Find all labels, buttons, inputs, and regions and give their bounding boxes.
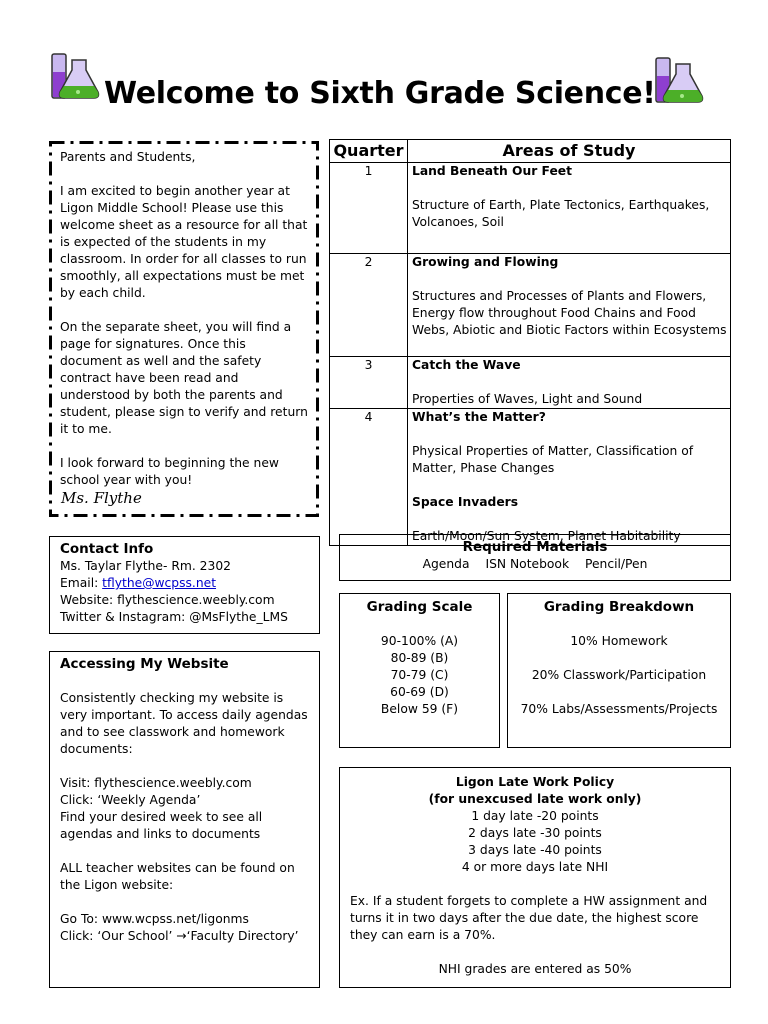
late-rule: 3 days late -40 points — [468, 843, 602, 857]
email-link[interactable]: tflythe@wcpss.net — [102, 576, 217, 590]
late-work-policy-box — [339, 767, 731, 988]
website-heading: Accessing My Website — [60, 656, 229, 672]
grade-item: 90-100% (A) — [380, 634, 459, 648]
breakdown-item: 70% Labs/Assessments/Projects — [520, 702, 718, 716]
contact-heading: Contact Info — [60, 541, 154, 557]
website-intro: Consistently checking my website is very important. To access daily agendas and to see classwork and homework documents: — [60, 691, 308, 756]
grading-scale-heading: Grading Scale — [366, 599, 473, 615]
topic-title: Land Beneath Our Feet — [412, 164, 573, 178]
grade-item: 60-69 (D) — [390, 685, 449, 699]
topic-description: Properties of Waves, Light and Sound — [412, 392, 643, 406]
header-areas-of-study: Areas of Study — [408, 140, 731, 163]
table-row — [330, 163, 731, 254]
required-materials-box — [339, 534, 731, 581]
grade-item: 70-79 (C) — [390, 668, 449, 682]
table-row — [330, 409, 731, 546]
letter-paragraph-2: On the separate sheet, you will find a page for signatures. Once this document as well and the safety contract have been read and understood by both the parents and student, please sign to verify and return it to me. — [60, 320, 308, 436]
letter-paragraph-3: I look forward to beginning the new school year with you! — [60, 456, 279, 487]
click2-line: Click: ‘Our School’ →‘Faculty Directory’ — [60, 929, 299, 943]
grading-scale-box — [339, 593, 500, 748]
quarter-cell: 1 — [330, 163, 408, 254]
late-rule: 4 or more days late NHI — [461, 860, 609, 874]
letter-paragraph-1: I am excited to begin another year at Ligon Middle School! Please use this welcome sheet as a resource for all that is expected of the students in my classroom. In order for all classes to run smoothly, all expectations must be met by each child. — [60, 184, 308, 300]
material-item: ISN Notebook — [485, 557, 570, 571]
signature: Ms. Flythe — [61, 489, 142, 507]
material-item: Agenda — [422, 557, 470, 571]
topic-description-2: Earth/Moon/Sun System, Planet Habitability — [412, 529, 681, 543]
topic-title: Catch the Wave — [412, 358, 521, 372]
late-policy-subheading: (for unexcused late work only) — [428, 792, 642, 806]
topic-title: Growing and Flowing — [412, 255, 559, 269]
teacher-name-room: Ms. Taylar Flythe- Rm. 2302 — [60, 559, 231, 573]
goto-line: Go To: www.wcpss.net/ligonms — [60, 912, 249, 926]
beaker-icon-left — [48, 48, 104, 104]
topic-title: What’s the Matter? — [412, 410, 546, 424]
visit-line: Visit: flythescience.weebly.com — [60, 776, 252, 790]
quarter-cell: 4 — [330, 409, 408, 546]
accessing-website-box — [49, 651, 320, 988]
find-line: Find your desired week to see all agendas and links to documents — [60, 810, 263, 841]
letter-greeting: Parents and Students, — [60, 150, 196, 164]
late-rule: 1 day late -20 points — [471, 809, 599, 823]
grading-breakdown-box — [507, 593, 731, 748]
quarter-cell: 3 — [330, 357, 408, 409]
quarter-cell: 2 — [330, 254, 408, 357]
topic-title-2: Space Invaders — [412, 495, 519, 509]
table-row — [330, 254, 731, 357]
beaker-icon-right — [652, 52, 708, 108]
email-label: Email: — [60, 576, 103, 590]
materials-heading: Required Materials — [462, 539, 608, 555]
grade-item: 80-89 (B) — [390, 651, 449, 665]
page-title: Welcome to Sixth Grade Science! — [104, 76, 656, 111]
late-example: Ex. If a student forgets to complete a HW assignment and turns it in two days after the due date, the highest score they can earn is a 70%. — [350, 894, 708, 942]
contact-info-box — [49, 536, 320, 634]
website-line: Website: flythescience.weebly.com — [60, 593, 275, 607]
late-policy-heading: Ligon Late Work Policy — [455, 775, 615, 789]
all-websites-line: ALL teacher websites can be found on the Ligon website: — [60, 861, 295, 892]
table-row — [330, 357, 731, 409]
topic-description: Structures and Processes of Plants and Flowers, Energy flow throughout Food Chains and Food Webs, Abiotic and Biotic Factors within Ecosystems — [412, 289, 727, 337]
breakdown-item: 10% Homework — [570, 634, 668, 648]
material-item: Pencil/Pen — [584, 557, 648, 571]
topic-description: Structure of Earth, Plate Tectonics, Earthquakes, Volcanoes, Soil — [412, 198, 710, 229]
grade-item: Below 59 (F) — [380, 702, 459, 716]
click-line: Click: ‘Weekly Agenda’ — [60, 793, 201, 807]
welcome-letter — [49, 141, 319, 517]
grading-breakdown-heading: Grading Breakdown — [543, 599, 695, 615]
areas-of-study-table — [329, 139, 731, 546]
social-line: Twitter & Instagram: @MsFlythe_LMS — [60, 610, 288, 624]
nhi-note: NHI grades are entered as 50% — [438, 962, 632, 976]
late-rule: 2 days late -30 points — [468, 826, 602, 840]
breakdown-item: 20% Classwork/Participation — [531, 668, 707, 682]
topic-description: Physical Properties of Matter, Classification of Matter, Phase Changes — [412, 444, 694, 475]
header-quarter: Quarter — [330, 140, 408, 163]
